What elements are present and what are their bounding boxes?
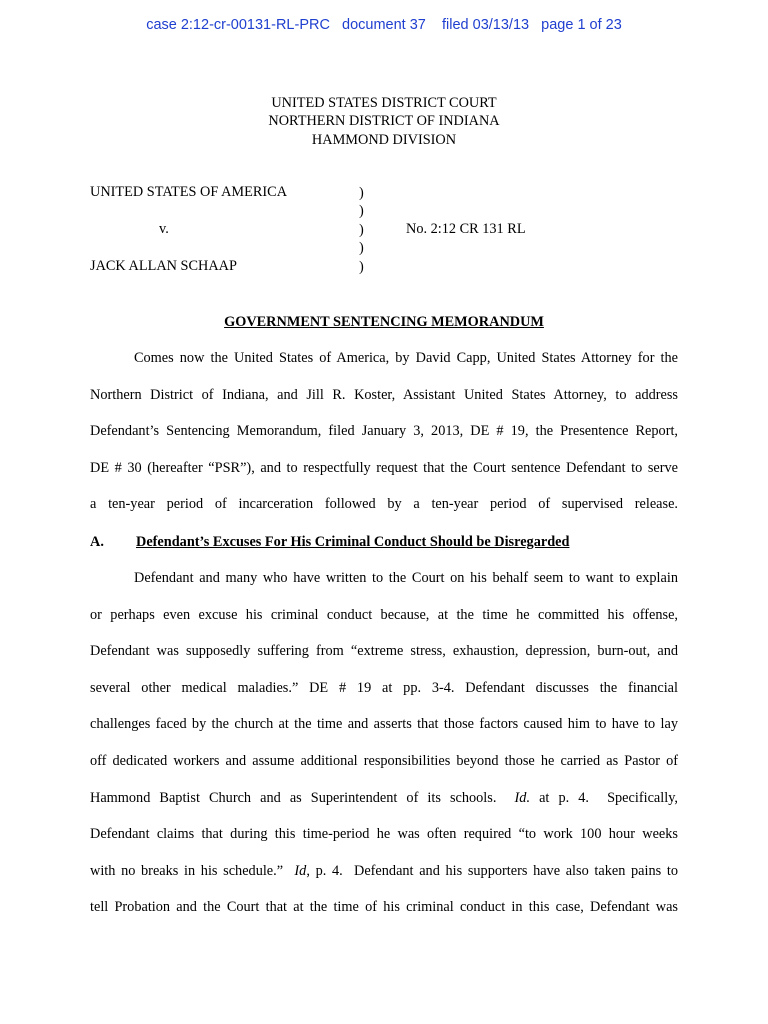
versus-label: v. xyxy=(159,221,169,237)
paragraph-line: Defendant’s Sentencing Memorandum, filed January 3, 2013, DE # 19, the Presentence Report, xyxy=(90,423,678,440)
paragraph-line: Comes now the United States of America, by David Capp, United States Attorney for the xyxy=(134,350,678,366)
paragraph-line: Defendant claims that during this time-period he was often required “to work 100 hour weeks xyxy=(90,826,678,843)
court-name-line: UNITED STATES DISTRICT COURT xyxy=(271,95,497,111)
paragraph-line xyxy=(90,853,678,890)
citation-id: Id xyxy=(294,862,307,879)
paragraph-line: Defendant and many who have written to the Court on his behalf seem to want to explain xyxy=(134,570,678,586)
ecf-filing-header xyxy=(0,17,768,33)
case-number-caption: No. 2:12 CR 131 RL xyxy=(406,221,526,237)
line-text: , p. 4. Defendant and his supporters have also taken pains to xyxy=(306,862,678,879)
paragraph-line: challenges faced by the church at the time and asserts that those factors caused him to have to lay xyxy=(90,716,678,733)
section-a-paragraph xyxy=(90,560,678,926)
line-text: with no breaks in his schedule.” xyxy=(90,862,295,879)
paragraph-line: Defendant was supposedly suffering from “extreme stress, exhaustion, depression, burn-out, and xyxy=(90,643,678,660)
case-number-header: case 2:12-cr-00131-RL-PRC xyxy=(146,17,330,33)
page-number-header: page 1 of 23 xyxy=(541,17,622,33)
paragraph-line: DE # 30 (hereafter “PSR”), and to respectfully request that the Court sentence Defendant to serve xyxy=(90,459,678,476)
caption-paren: ) xyxy=(359,221,364,238)
intro-paragraph xyxy=(90,340,678,523)
caption-paren: ) xyxy=(359,240,364,257)
paragraph-line: several other medical maladies.” DE # 19 at pp. 3-4. Defendant discusses the financial xyxy=(90,679,678,696)
paragraph-line: Northern District of Indiana, and Jill R. Koster, Assistant United States Attorney, to address xyxy=(90,386,678,403)
plaintiff-name: UNITED STATES OF AMERICA xyxy=(90,184,288,200)
caption-parentheses xyxy=(359,184,364,276)
caption-paren: ) xyxy=(359,185,364,201)
line-text: Hammond Baptist Church and as Superintendent of its schools. xyxy=(90,789,515,806)
paragraph-line: tell Probation and the Court that at the time of his criminal conduct in this case, Defendant was xyxy=(90,899,678,916)
paragraph-line: a ten-year period of incarceration followed by a ten-year period of supervised release. xyxy=(90,496,678,513)
paragraph-line: or perhaps even excuse his criminal conduct because, at the time he committed his offense, xyxy=(90,606,678,623)
section-letter: A. xyxy=(90,534,104,550)
citation-id: Id. xyxy=(514,789,531,806)
section-a-heading xyxy=(90,534,569,551)
court-name-block xyxy=(0,94,768,149)
line-text: at p. 4. Specifically, xyxy=(530,789,678,806)
caption-paren: ) xyxy=(359,258,364,275)
division-name-line: HAMMOND DIVISION xyxy=(311,131,457,148)
caption-paren: ) xyxy=(359,203,364,220)
paragraph-line: off dedicated workers and assume additional responsibilities beyond those he carried as Pastor of xyxy=(90,752,678,769)
defendant-name: JACK ALLAN SCHAAP xyxy=(90,258,237,274)
district-name-line: NORTHERN DISTRICT OF INDIANA xyxy=(268,113,500,130)
paragraph-line xyxy=(90,780,678,817)
document-number-header: document 37 xyxy=(342,17,426,33)
document-title: GOVERNMENT SENTENCING MEMORANDUM xyxy=(224,314,544,330)
filed-date-header: filed 03/13/13 xyxy=(442,17,530,33)
section-heading-text: Defendant’s Excuses For His Criminal Conduct Should be Disregarded xyxy=(136,534,570,550)
